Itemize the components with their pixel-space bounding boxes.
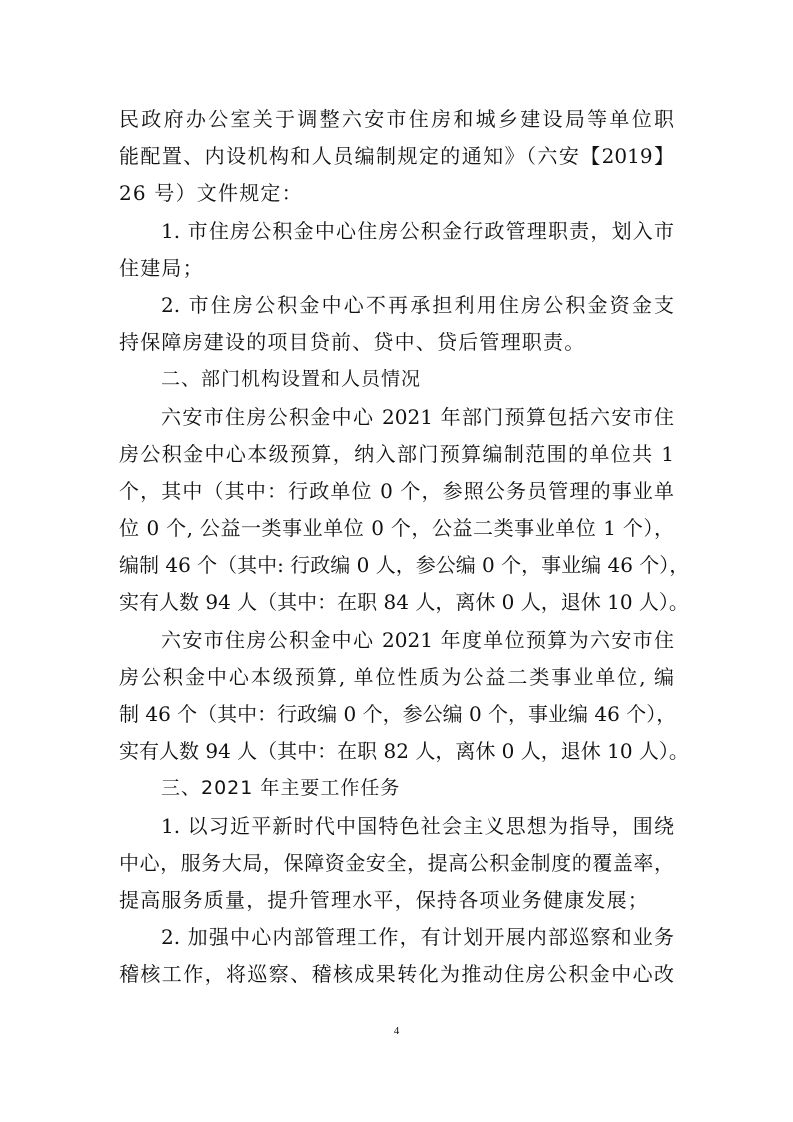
body-text-line: 民政府办公室关于调整六安市住房和城乡建设局等单位职 xyxy=(119,107,674,131)
body-text-line: 能配置、内设机构和人员编制规定的通知》（六安【2019】 xyxy=(119,144,674,169)
body-text-line: 位 0 个, 公益一类事业单位 0 个，公益二类事业单位 1 个）， xyxy=(119,516,674,541)
list-item-line: 1. 以习近平新时代中国特色社会主义思想为指导，围绕 xyxy=(161,813,674,838)
body-text-line: 实有人数 94 人（其中：在职 82 人，离休 0 人，退休 10 人）。 xyxy=(119,739,689,764)
list-item-line: 中心，服务大局，保障资金安全，提高公积金制度的覆盖率， xyxy=(119,850,674,875)
list-item-line: 1. 市住房公积金中心住房公积金行政管理职责，划入市 xyxy=(161,218,674,243)
list-item-line: 住建局； xyxy=(119,255,204,280)
list-item-line: 稽核工作，将巡察、稽核成果转化为推动住房公积金中心改 xyxy=(119,962,674,987)
body-text-line: 个，其中（其中：行政单位 0 个，参照公务员管理的事业单 xyxy=(119,478,674,503)
page-number: 4 xyxy=(393,1025,400,1037)
body-text-line: 26 号）文件规定： xyxy=(119,181,303,206)
section-heading: 二、部门机构设置和人员情况 xyxy=(161,368,422,391)
body-text-line: 六安市住房公积金中心 2021 年度单位预算为六安市住 xyxy=(161,627,674,652)
body-text-line: 实有人数 94 人（其中：在职 84 人，离休 0 人，退休 10 人）。 xyxy=(119,590,689,615)
body-text-line: 房公积金中心本级预算, 单位性质为公益二类事业单位, 编 xyxy=(119,664,674,689)
section-heading: 三、2021 年主要工作任务 xyxy=(161,777,401,800)
list-item-line: 2. 市住房公积金中心不再承担利用住房公积金资金支 xyxy=(161,292,674,317)
body-text-line: 编制 46 个（其中: 行政编 0 人，参公编 0 个，事业编 46 个）， xyxy=(119,553,690,578)
body-text-line: 六安市住房公积金中心 2021 年部门预算包括六安市住 xyxy=(161,404,674,429)
body-text-line: 制 46 个（其中：行政编 0 个，参公编 0 个，事业编 46 个）， xyxy=(119,702,677,726)
list-item-line: 2. 加强中心内部管理工作，有计划开展内部巡察和业务 xyxy=(161,925,674,950)
list-item-line: 提高服务质量，提升管理水平，保持各项业务健康发展； xyxy=(119,887,649,912)
document-body xyxy=(119,101,690,994)
body-text-line: 房公积金中心本级预算，纳入部门预算编制范围的单位共 1 xyxy=(119,441,674,466)
list-item-line: 持保障房建设的项目贷前、贷中、贷后管理职责。 xyxy=(119,330,586,355)
